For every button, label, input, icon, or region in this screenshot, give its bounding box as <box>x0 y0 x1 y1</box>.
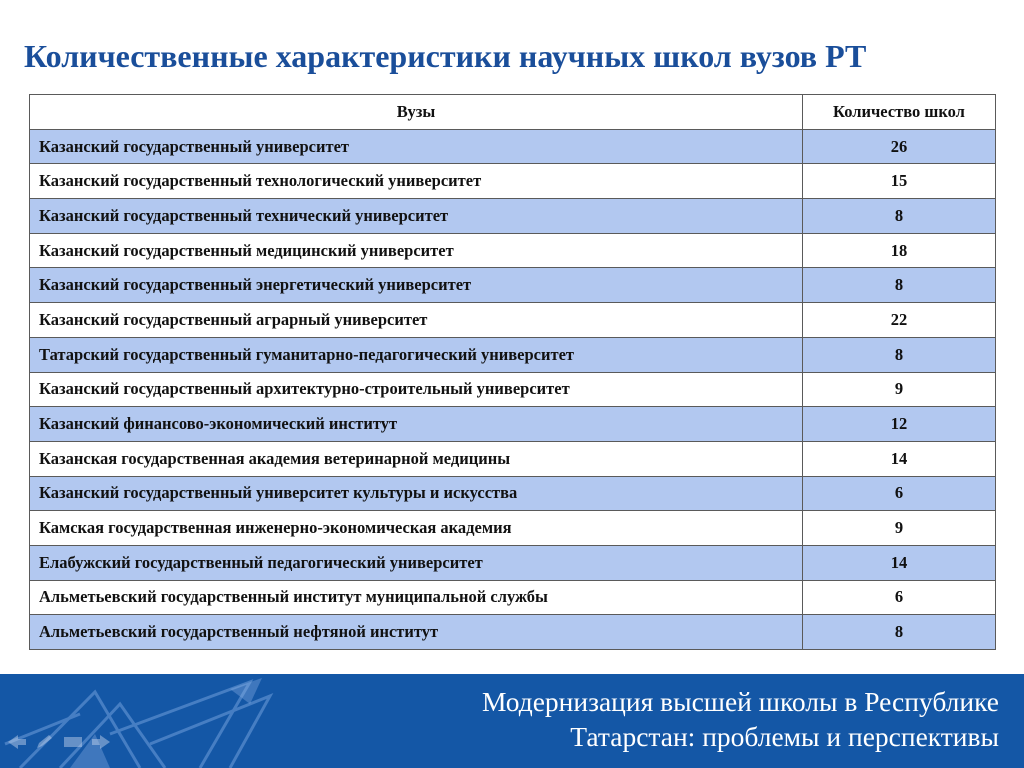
university-name: Альметьевский государственный нефтяной институт <box>30 615 803 650</box>
table-row <box>30 303 996 338</box>
university-name: Казанский государственный энергетический университет <box>30 268 803 303</box>
footer-banner <box>0 674 1024 768</box>
table-header-row <box>30 95 996 130</box>
school-count: 14 <box>803 545 996 580</box>
university-name: Казанский государственный технический университет <box>30 199 803 234</box>
university-name: Альметьевский государственный институт муниципальной службы <box>30 580 803 615</box>
menu-icon[interactable] <box>62 734 84 750</box>
forward-arrow-icon[interactable] <box>90 734 112 750</box>
table-row <box>30 268 996 303</box>
university-name: Елабужский государственный педагогический университет <box>30 545 803 580</box>
column-header-universities: Вузы <box>30 95 803 130</box>
slide-nav-controls <box>6 734 112 750</box>
pen-icon[interactable] <box>34 734 56 750</box>
table-row <box>30 337 996 372</box>
back-arrow-icon[interactable] <box>6 734 28 750</box>
school-count: 26 <box>803 129 996 164</box>
school-count: 8 <box>803 337 996 372</box>
school-count: 18 <box>803 233 996 268</box>
table-row <box>30 476 996 511</box>
school-count: 8 <box>803 615 996 650</box>
school-count: 8 <box>803 268 996 303</box>
school-count: 12 <box>803 407 996 442</box>
table-row <box>30 372 996 407</box>
slide-title: Количественные характеристики научных школ вузов РТ <box>24 38 867 74</box>
university-name: Казанская государственная академия ветеринарной медицины <box>30 441 803 476</box>
footer-line-2: Татарстан: проблемы и перспективы <box>570 721 999 752</box>
university-name: Казанский государственный технологический университет <box>30 164 803 199</box>
table-row <box>30 164 996 199</box>
school-count: 6 <box>803 476 996 511</box>
table-row <box>30 199 996 234</box>
university-name: Казанский государственный медицинский университет <box>30 233 803 268</box>
column-header-school-count: Количество школ <box>803 95 996 130</box>
school-count: 9 <box>803 372 996 407</box>
table-row <box>30 545 996 580</box>
table-row <box>30 129 996 164</box>
school-count: 22 <box>803 303 996 338</box>
table-row <box>30 233 996 268</box>
university-name: Камская государственная инженерно-экономическая академия <box>30 511 803 546</box>
table-row <box>30 441 996 476</box>
footer-line-1: Модернизация высшей школы в Республике <box>482 686 999 717</box>
university-name: Казанский государственный архитектурно-строительный университет <box>30 372 803 407</box>
table-row <box>30 407 996 442</box>
university-name: Татарский государственный гуманитарно-педагогический университет <box>30 337 803 372</box>
university-name: Казанский государственный университет <box>30 129 803 164</box>
university-name: Казанский финансово-экономический институт <box>30 407 803 442</box>
triangle-logo-decoration <box>0 674 320 768</box>
schools-table <box>29 94 996 650</box>
table-row <box>30 615 996 650</box>
university-name: Казанский государственный университет культуры и искусства <box>30 476 803 511</box>
school-count: 15 <box>803 164 996 199</box>
school-count: 14 <box>803 441 996 476</box>
school-count: 6 <box>803 580 996 615</box>
school-count: 9 <box>803 511 996 546</box>
school-count: 8 <box>803 199 996 234</box>
university-name: Казанский государственный аграрный университет <box>30 303 803 338</box>
footer-caption <box>482 684 999 754</box>
table-row <box>30 580 996 615</box>
table-row <box>30 511 996 546</box>
